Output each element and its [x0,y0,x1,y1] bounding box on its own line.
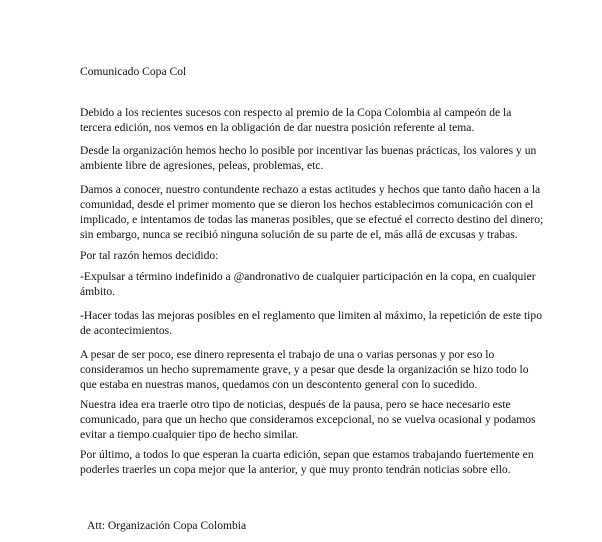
paragraph-news [80,397,536,442]
paragraph-rejection [80,182,544,242]
paragraph-values [80,143,537,173]
document-title: Comunicado Copa Col [80,65,187,78]
paragraph-line: Por último, a todos lo que esperan la cuarta edición, sepan que estamos trabajando fuertemente en [80,448,534,461]
paragraph-line: -Hacer todas las mejoras posibles en el reglamento que limiten al máximo, la repetición de este tipo [80,309,542,322]
paragraph-line: tercera edición, nos vemos en la obligación de dar nuestra posición referente al tema. [80,121,475,134]
paragraph-line: poderles traerles un copa mejor que la anterior, y que muy pronto tendrán noticias sobre ello. [80,463,511,476]
paragraph-line: comunicado, para que un hecho que consideramos excepcional, no se vuelva ocasional y podamos [80,413,536,426]
paragraph-decision-intro [80,248,530,263]
paragraph-line: ambiente libre de agresiones, peleas, problemas, etc. [80,159,324,172]
signature: Att: Organización Copa Colombia [87,519,247,532]
paragraph-line: Debido a los recientes sucesos con respecto al premio de la Copa Colombia al campeón de la [80,106,512,119]
paragraph-closing [80,447,534,477]
paragraph-line: sin embargo, nunca se recibió ninguna solución de su parte de el, más allá de excusas y trabas. [80,228,518,241]
paragraph-line: implicado, e intentamos de todas las maneras posibles, que se efectué el correcto destino del dinero; [80,213,544,226]
paragraph-line: A pesar de ser poco, ese dinero representa el trabajo de una o varias personas y por eso lo [80,348,495,361]
paragraph-line: -Expulsar a término indefinido a @andronativo de cualquier participación en la copa, en cualquier [80,270,536,283]
paragraph-line: Desde la organización hemos hecho lo posible por incentivar las buenas prácticas, los valores y un [80,144,537,157]
paragraph-line: comunidad, desde el primer momento que se dieron los hechos establecimos comunicación con el [80,198,534,211]
paragraph-line: Por tal razón hemos decidido: [80,249,219,262]
paragraph-line: de acontecimientos. [80,324,173,337]
paragraph-line: Nuestra idea era traerle otro tipo de noticias, después de la pausa, pero se hace necesario este [80,398,511,411]
paragraph-line: Damos a conocer, nuestro contundente rechazo a estas actitudes y hechos que tanto daño hacen a la [80,183,541,196]
paragraph-line: evitar a tiempo cualquier tipo de hecho similar. [80,428,299,441]
paragraph-intro [80,105,530,135]
paragraph-improvements [80,308,542,338]
paragraph-gravity [80,347,530,392]
paragraph-expulsion [80,269,536,299]
paragraph-line: consideramos un hecho supremamente grave, y a pesar que desde la organización se hizo todo lo [80,363,529,376]
paragraph-line: que estaba en nuestras manos, quedamos con un descontento general con lo sucedido. [80,378,478,391]
paragraph-line: ámbito. [80,285,116,298]
